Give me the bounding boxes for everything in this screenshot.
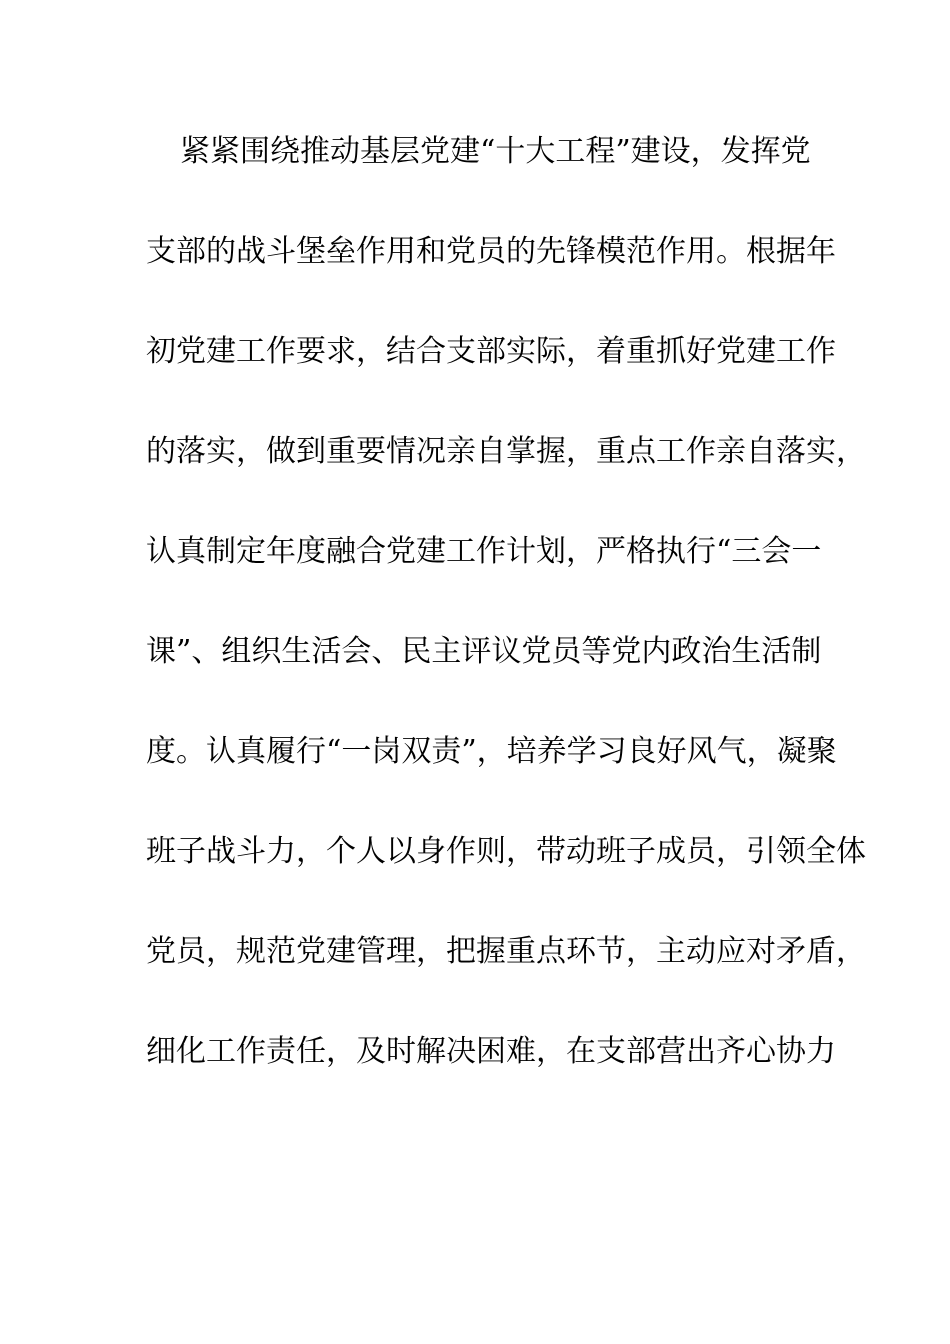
paragraph-line: 支部的战斗堡垒作用和党员的先锋模范作用。根据年 [146, 234, 836, 269]
paragraph-line: 初党建工作要求，结合支部实际，着重抓好党建工作 [146, 334, 836, 369]
paragraph-line: 细化工作责任，及时解决困难，在支部营出齐心协力 [146, 1034, 836, 1069]
paragraph-line: 班子战斗力，个人以身作则，带动班子成员，引领全体 [146, 834, 866, 869]
paragraph-line: 的落实，做到重要情况亲自掌握，重点工作亲自落实， [146, 434, 866, 469]
paragraph-line: 紧紧围绕推动基层党建“十大工程”建设，发挥党 [180, 134, 811, 169]
paragraph-line: 课”、组织生活会、民主评议党员等党内政治生活制 [146, 634, 822, 669]
paragraph-line: 党员，规范党建管理，把握重点环节，主动应对矛盾， [146, 934, 866, 969]
paragraph-line: 度。认真履行“一岗双责”，培养学习良好风气，凝聚 [146, 734, 837, 769]
paragraph-line: 认真制定年度融合党建工作计划，严格执行“三会一 [146, 534, 822, 569]
